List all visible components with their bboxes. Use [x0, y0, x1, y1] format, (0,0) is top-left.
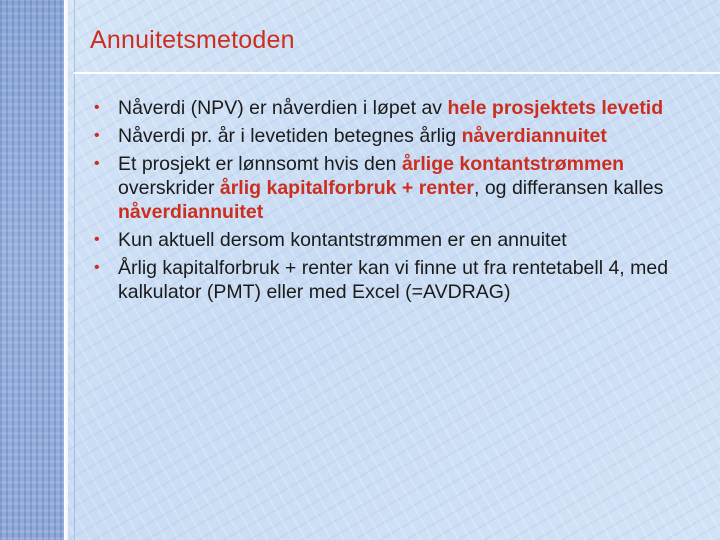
bullet-dot-icon: •: [94, 127, 100, 144]
bullet-dot-icon: •: [94, 259, 100, 276]
highlighted-text: nåverdiannuitet: [461, 125, 607, 147]
slide-title: Annuitetsmetoden: [90, 26, 295, 54]
bullet-item: [94, 228, 704, 252]
bullet-text: Nåverdi pr. år i levetiden betegnes årlig: [118, 125, 462, 147]
bullet-text: , og differansen kalles: [474, 177, 664, 199]
bullet-text: Årlig kapitalforbruk + renter kan vi finne ut fra rentetabell 4, med kalkulator (PMT) eller med Excel (=AVDRAG): [118, 257, 669, 303]
bullet-text: Kun aktuell dersom kontantstrømmen er en annuitet: [118, 229, 567, 251]
left-decorative-band: [0, 0, 64, 540]
bullet-text: overskrider: [118, 177, 220, 199]
bullet-item: [94, 124, 704, 148]
highlighted-text: hele prosjektets levetid: [447, 97, 664, 119]
bullet-item: [94, 96, 704, 120]
bullet-text: Nåverdi (NPV) er nåverdien i løpet av: [118, 97, 448, 119]
bullet-dot-icon: •: [94, 99, 100, 116]
bullet-text: Et prosjekt er lønnsomt hvis den: [118, 153, 402, 175]
highlighted-text: årlige kontantstrømmen: [401, 153, 625, 175]
title-underline: [74, 72, 720, 74]
highlighted-text: årlig kapitalforbruk + renter: [219, 177, 474, 199]
bullet-dot-icon: •: [94, 231, 100, 248]
vertical-divider: [64, 0, 68, 540]
bullet-item: [94, 152, 704, 224]
bullet-list: [94, 96, 704, 308]
bullet-item: [94, 256, 704, 304]
highlighted-text: nåverdiannuitet: [118, 201, 264, 223]
vertical-divider-thin: [74, 0, 75, 540]
bullet-dot-icon: •: [94, 155, 100, 172]
